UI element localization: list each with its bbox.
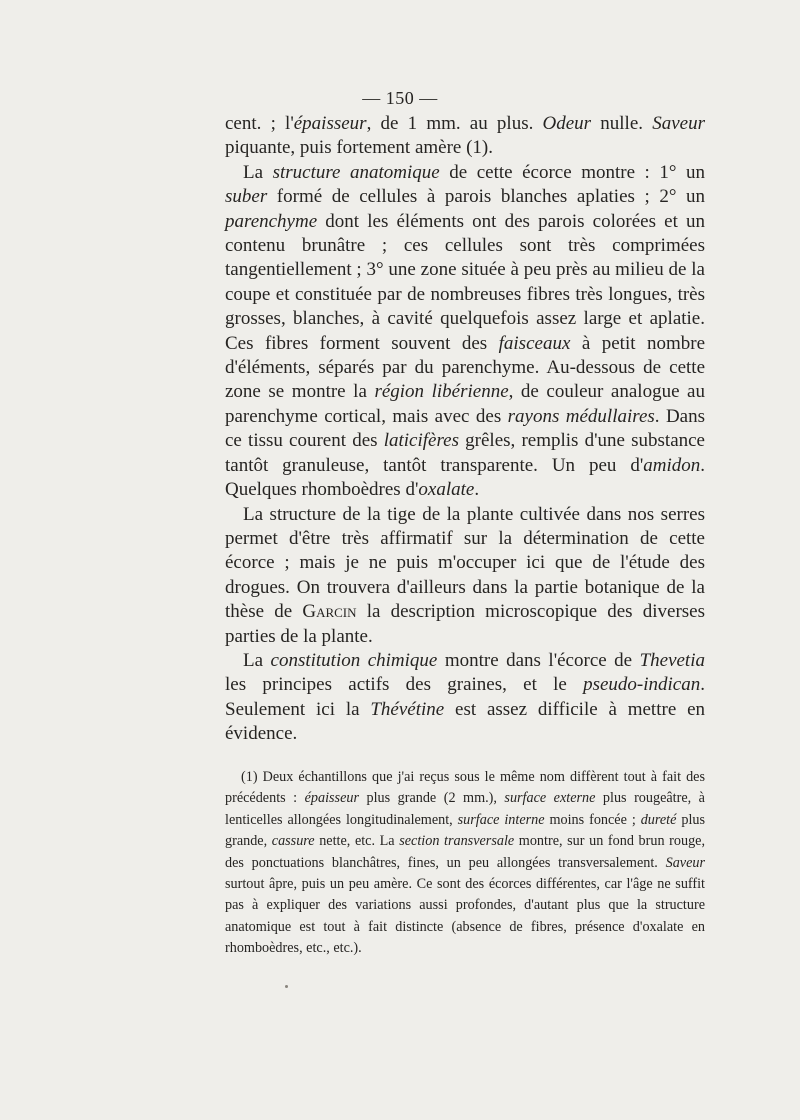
text-run: la description microscopique des diverses parties de la plante. <box>225 601 705 647</box>
italic-text: dureté <box>640 811 677 828</box>
italic-text: Saveur <box>652 113 705 134</box>
paragraph-1 <box>225 112 705 161</box>
text-run: moins foncée ; <box>544 811 641 828</box>
text-run: plus grande (2 mm.), <box>358 790 505 807</box>
text-run: . Dans ce tissu courent des <box>225 405 706 452</box>
italic-text: laticifères <box>383 430 459 452</box>
italic-text: région libérienne <box>374 381 509 403</box>
text-run: , de 1 mm. au plus. <box>366 113 543 134</box>
text-run: . Seulement ici la <box>225 674 705 720</box>
text-run: cent. ; l' <box>225 113 294 134</box>
small-caps-name: Garcin <box>302 601 357 623</box>
text-run: La <box>243 649 271 671</box>
text-run: . <box>474 479 480 501</box>
text-run: . Quelques rhomboèdres d' <box>225 454 705 501</box>
body-text <box>225 112 705 747</box>
italic-text: surface externe <box>504 790 596 807</box>
text-run: à petit nombre d'éléments, séparés par du parenchyme. Au-dessous de cette zone se montre la <box>225 332 705 403</box>
italic-text: Odeur <box>542 113 592 134</box>
text-run: dont les éléments ont des parois colorées et un contenu brunâtre ; ces cellules sont très comprimées tangentiellement ; 3° une zone située à peu près au milieu de la coupe et constituée par de nombreuses fibres très longues, très grosses, blanches, à cavité quelquefois assez large et aplatie. Ces fibres forment souvent des <box>225 210 705 354</box>
text-run: nette, etc. La <box>314 833 400 850</box>
text-run: piquante, puis fortement amère (1). <box>225 137 494 159</box>
italic-text: Saveur <box>665 854 705 871</box>
text-run: de cette écorce montre : 1° un <box>439 161 705 183</box>
paper-speck <box>285 985 288 988</box>
footnote <box>225 767 705 960</box>
text-run: grêles, remplis d'une substance tantôt granuleuse, tantôt transparente. Un peu d' <box>225 430 705 476</box>
text-run: (1) Deux échantillons que j'ai reçus sous le même nom diffèrent tout à fait des précédents : <box>225 769 705 807</box>
text-run: montre dans l'écorce de <box>437 649 640 671</box>
paragraph-3 <box>225 503 705 649</box>
text-run: plus rougeâtre, à lenticelles allongées longitudinalement, <box>225 790 705 828</box>
italic-text: épaisseur <box>293 113 367 134</box>
paragraph-2 <box>225 161 705 503</box>
page-number: — 150 — <box>362 88 438 108</box>
italic-text: suber <box>225 186 268 208</box>
text-run: montre, sur un fond brun rouge, des ponctuations blanchâtres, fines, un peu allongées transversalement. <box>225 833 706 871</box>
italic-text: faisceaux <box>498 332 571 354</box>
text-run: nulle. <box>591 113 653 134</box>
italic-text: oxalate <box>418 479 475 501</box>
italic-text: amidon <box>643 454 701 476</box>
text-run: est assez difficile à mettre en évidence. <box>225 698 705 745</box>
italic-text: Thevetia <box>639 649 705 671</box>
text-run: formé de cellules à parois blanches aplaties ; 2° un <box>267 186 705 208</box>
italic-text: constitution chimique <box>270 649 438 671</box>
text-run: les principes actifs des graines, et le <box>225 674 584 696</box>
text-run: La structure de la tige de la plante cultivée dans nos serres permet d'être très affirmatif sur la détermination de cette écorce ; mais je ne puis m'occuper ici que de l'étude des drogues. On trouvera d'ailleurs dans la partie botanique de la thèse de <box>225 503 705 623</box>
italic-text: section transversale <box>399 833 515 850</box>
text-run: plus grande, <box>225 811 706 850</box>
text-run: , de couleur analogue au parenchyme cortical, mais avec des <box>225 381 705 427</box>
italic-text: rayons médullaires <box>507 405 655 427</box>
italic-text: surface interne <box>457 811 545 828</box>
italic-text: cassure <box>271 833 315 850</box>
italic-text: parenchyme <box>225 210 318 232</box>
italic-text: structure anatomique <box>272 161 440 183</box>
italic-text: pseudo-indican <box>583 674 701 696</box>
text-run: La <box>243 161 273 183</box>
italic-text: Thévétine <box>370 698 445 720</box>
italic-text: épaisseur <box>304 790 359 807</box>
paragraph-4 <box>225 649 705 747</box>
text-run: surtout âpre, puis un peu amère. Ce sont des écorces différentes, car l'âge ne suffit pas à expliquer des variations aussi profondes, d'autant plus que la structure anatomique est tout à fait distincte (absence de fibres, présence d'oxalate en rhomboèdres, etc., etc.). <box>225 876 705 957</box>
